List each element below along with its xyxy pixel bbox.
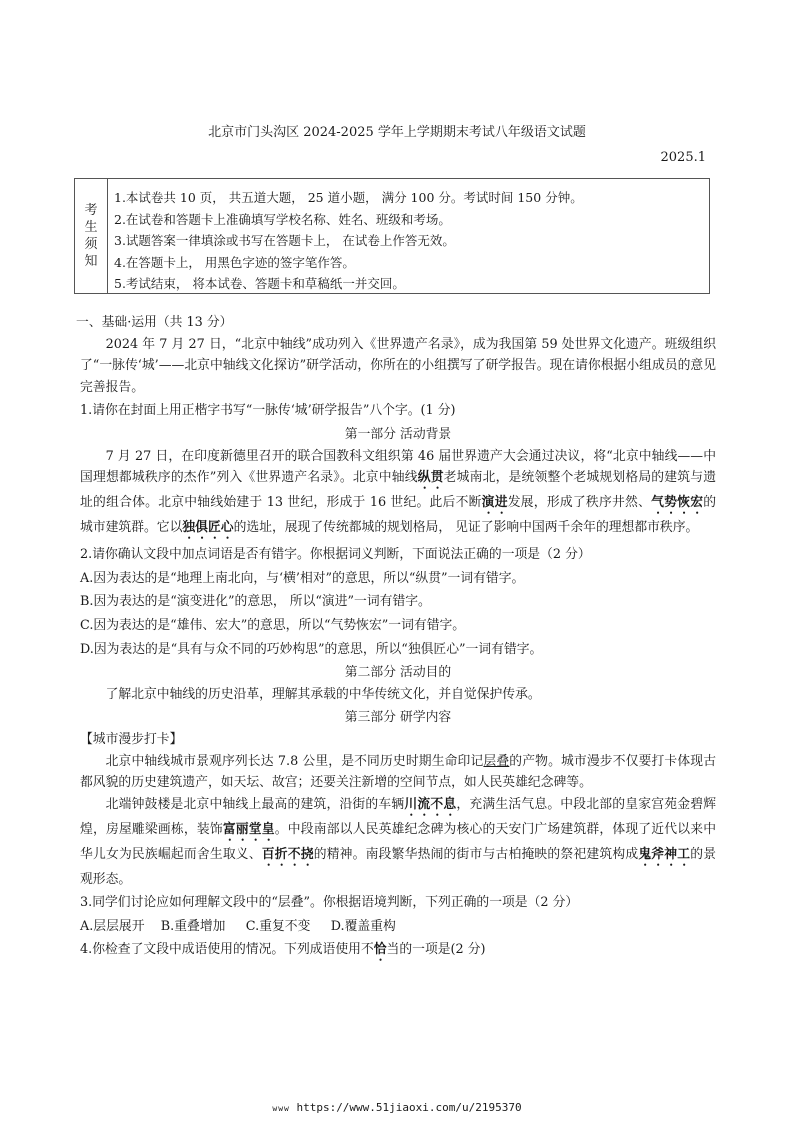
- part2-title: 第二部分 活动目的: [344, 665, 452, 681]
- q2-option-d: D.因为表达的是“具有与众不同的巧妙构思”的意思，所以“独俱匠心”一词有错字。: [80, 641, 543, 657]
- notice-item: 5.考试结束， 将本试卷、答题卡和草稿纸一并交回。: [114, 276, 405, 291]
- text-run: 当的一项是(2 分): [386, 942, 486, 958]
- part1-title: 第一部分 活动背景: [344, 426, 452, 442]
- q3-option-a: A.层层展开: [80, 918, 145, 934]
- marked-word: 气势恢宏: [651, 495, 704, 511]
- notice-label-char: 生: [84, 220, 98, 235]
- text-run: 的景观形态。: [80, 846, 717, 887]
- question-4: [80, 939, 716, 964]
- part3-paragraph-2: [80, 794, 716, 891]
- text-run: 的精神。南段繁华热闹的街市与古柏掩映的祭祀建筑构成: [313, 846, 639, 862]
- text-run: 。中段南部以人民英雄纪念碑为核心的天安门广场建筑群，体现了近代以来中华儿女为民族崛起而舍生取义、: [80, 821, 717, 862]
- text-run: ，充满生活气息。中段北部的皇家宫苑金碧辉煌，房屋雕梁画栋，装饰: [80, 796, 717, 837]
- text-run: 4.你检查了文段中成语使用的情况。下列成语使用不: [80, 942, 374, 958]
- q3-options: [80, 916, 716, 938]
- footer-logo: www: [272, 1104, 290, 1113]
- q2-option-b: B.因为表达的是“演变进化”的意思， 所以“演进”一词有错字。: [80, 594, 431, 610]
- notice-label: [75, 179, 108, 293]
- marked-word: 独俱匠心: [182, 520, 234, 536]
- exam-content: [76, 312, 717, 966]
- underlined-word: 层叠: [483, 753, 510, 769]
- text-run: 北京中轴线城市景观序列长达 7.8 公里，是不同历史时期生命印记: [105, 753, 484, 769]
- text-run: 发展，形成了秩序井然、: [507, 495, 652, 511]
- page-footer: [0, 1101, 794, 1114]
- notice-items: [108, 179, 709, 293]
- notice-item: 1.本试卷共 10 页， 共五道大题， 25 道小题， 满分 100 分。考试时间 150 分钟。: [114, 190, 583, 205]
- section-heading: 一、基础·运用（共 13 分）: [76, 315, 233, 330]
- part3-tag: 【城市漫步打卡】: [80, 731, 183, 747]
- part3-paragraph-1: [80, 751, 716, 794]
- part2-paragraph: 了解北京中轴线的历史沿革，理解其承载的中华传统文化，并自觉保护传承。: [105, 686, 541, 702]
- marked-word: 富丽堂皇: [222, 821, 275, 837]
- marked-word: 恰: [373, 942, 387, 958]
- marked-word: 川流不息: [404, 796, 457, 812]
- footer-url[interactable]: https://www.51jiaoxi.com/u/2195370: [296, 1101, 522, 1114]
- text-run: 的城市建筑群。它以: [80, 495, 717, 536]
- marked-word: 百折不挠: [261, 846, 314, 862]
- intro-paragraph: 2024 年 7 月 27 日，“北京中轴线”成功列入《世界遗产名录》，成为我国第 59 处世界文化遗产。班级组织了“一脉传‘城’——北京中轴线文化探访”研学活动，你所在的小组撰写了研学报告。现在请你根据小组成员的意见完善报告。: [80, 336, 716, 395]
- exam-notice-box: [74, 178, 710, 294]
- q3-option-d: D.覆盖重构: [330, 918, 396, 934]
- q2-option-c: C.因为表达的是“雄伟、宏大”的意思，所以“气势恢宏”一词有错字。: [80, 617, 466, 633]
- text-run: 的选址，展现了传统都城的规划格局， 见证了影响中国两千余年的理想都市秩序。: [233, 520, 699, 536]
- text-run: 7 月 27 日，在印度新德里召开的联合国教科文组织第 46 届世界遗产大会通过决议，将“北京中轴线——中国理想都城秩序的杰作”列入《世界遗产名录》。北京中轴线: [80, 448, 716, 486]
- marked-word: 纵贯: [417, 470, 444, 486]
- question-1: 1.请你在封面上用正楷字书写“一脉传‘城’研学报告”八个字。(1 分): [80, 403, 456, 419]
- q3-option-c: C.重复不变: [245, 918, 311, 934]
- text-run: 老城南北，是统领整个老城规划格局的建筑与遗址的组合体。北京中轴线始建于 13 世纪，形成于 16 世纪。此后不断: [80, 470, 716, 511]
- exam-title: 北京市门头沟区 2024-2025 学年上学期期末考试八年级语文试题: [208, 125, 586, 140]
- notice-label-char: 知: [84, 254, 98, 269]
- q2-option-a: A.因为表达的是“地理上南北向，与‘横’相对”的意思，所以“纵贯”一词有错字。: [80, 570, 525, 586]
- notice-item: 3.试题答案一律填涂或书写在答题卡上， 在试卷上作答无效。: [114, 233, 455, 248]
- text-run: 的产物。城市漫步不仅要打卡体现古都风貌的历史建筑遗产，如天坛、故宫；还要关注新增的空间节点，如人民英雄纪念碑等。: [80, 753, 717, 791]
- notice-label-char: 考: [84, 203, 98, 218]
- notice-item: 2.在试卷和答题卡上准确填写学校名称、姓名、班级和考场。: [114, 211, 451, 227]
- question-2: 2.请你确认文段中加点词语是否有错字。你根据词义判断，下面说法正确的一项是（2 分）: [80, 547, 591, 563]
- exam-date: 2025.1: [660, 150, 706, 165]
- part3-title: 第三部分 研学内容: [344, 710, 452, 726]
- text-run: 北端钟鼓楼是北京中轴线上最高的建筑，沿街的车辆: [105, 796, 405, 812]
- marked-word: 演进: [481, 495, 508, 511]
- q3-option-b: B.重叠增加: [160, 918, 226, 934]
- notice-label-char: 须: [84, 237, 98, 252]
- part1-paragraph: [80, 446, 716, 543]
- question-3: 3.同学们讨论应如何理解文段中的“层叠”。你根据语境判断，下列正确的一项是（2 分）: [80, 895, 579, 911]
- notice-item: 4.在答题卡上， 用黑色字迹的签字笔作答。: [114, 254, 355, 270]
- marked-word: 鬼斧神工: [638, 846, 691, 862]
